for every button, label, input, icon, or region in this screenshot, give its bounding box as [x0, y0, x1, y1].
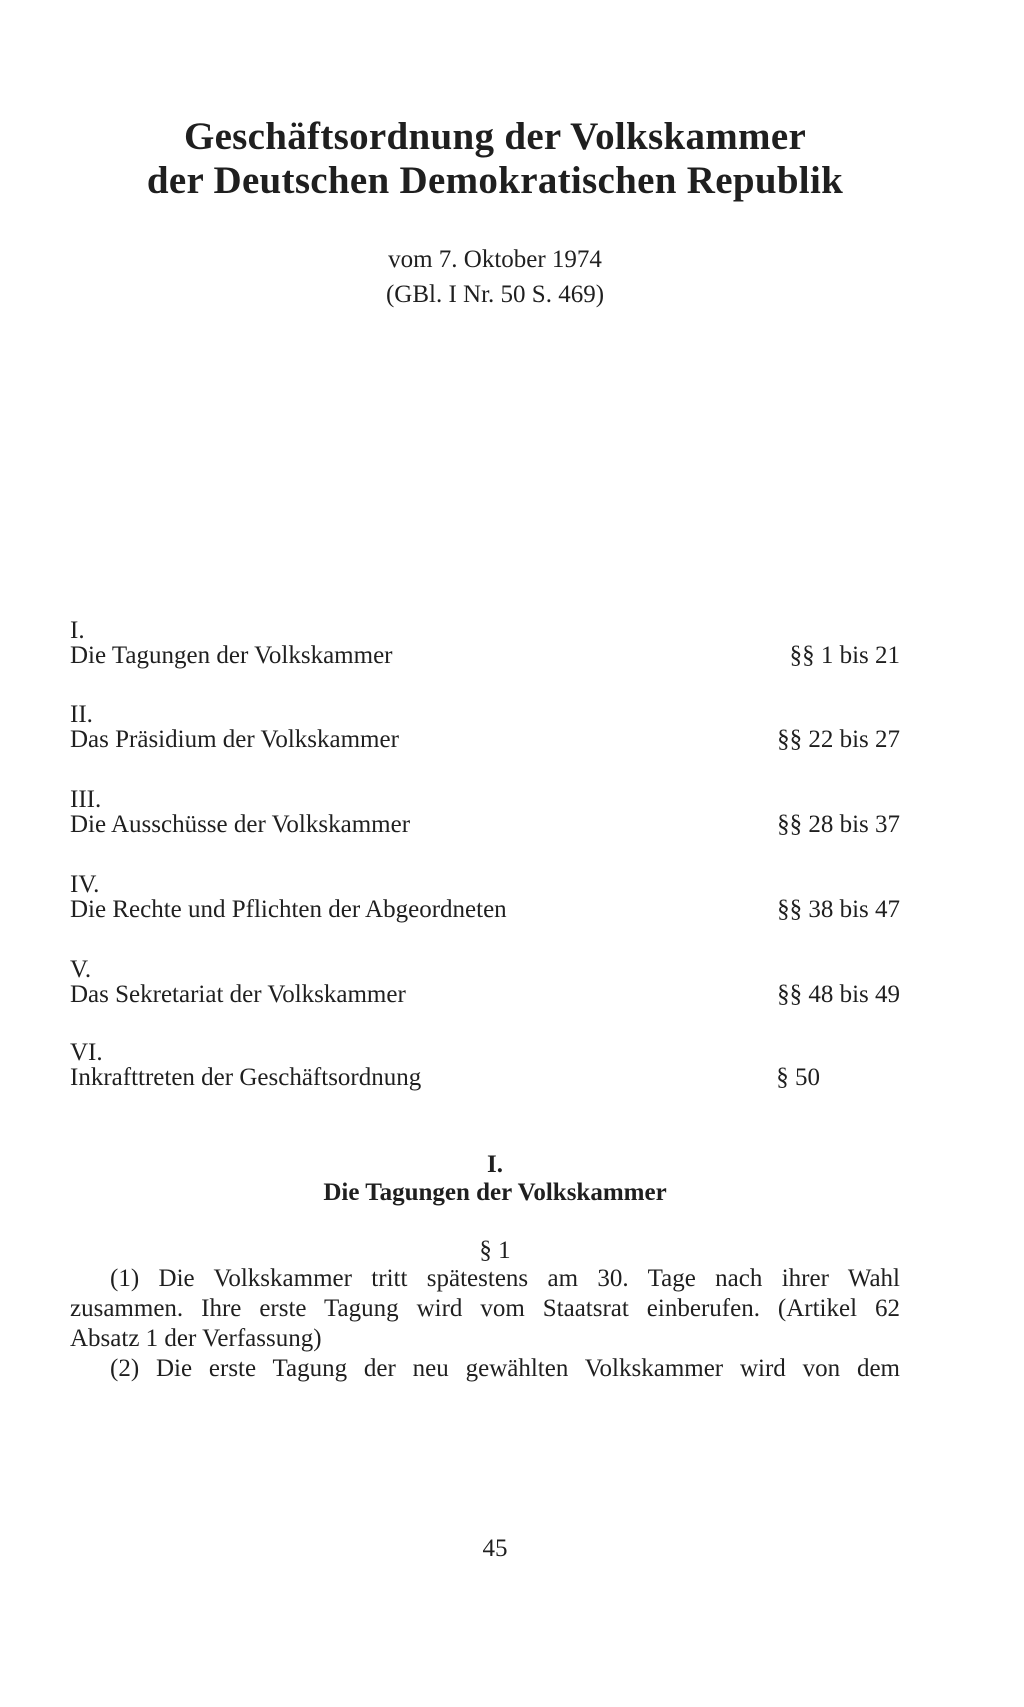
toc-range: §§ 22 bis 27 [777, 726, 900, 753]
toc-title: Das Präsidium der Volkskammer [70, 726, 399, 753]
toc-number: V. [70, 956, 92, 983]
toc-range: §§ 28 bis 37 [777, 811, 900, 838]
document-title-line-2: der Deutschen Demokratischen Republik [146, 159, 844, 202]
document-source: (GBl. I Nr. 50 S. 469) [385, 281, 605, 308]
toc-title: Die Rechte und Pflichten der Abgeordneten [70, 896, 507, 923]
toc-range: §§ 48 bis 49 [777, 981, 900, 1008]
section-number: I. [487, 1151, 503, 1178]
section-title: Die Tagungen der Volkskammer [323, 1179, 667, 1206]
document-title-line-1: Geschäftsordnung der Volkskammer [183, 115, 807, 158]
toc-number: I. [70, 617, 85, 644]
body-text-line: Absatz 1 der Verfassung) [70, 1325, 322, 1352]
toc-number: III. [70, 786, 102, 813]
body-text-line: (2) Die erste Tagung der neu gewählten Volkskammer wird von dem [110, 1355, 900, 1382]
toc-title: Die Ausschüsse der Volkskammer [70, 811, 411, 838]
toc-range: §§ 1 bis 21 [789, 642, 900, 669]
toc-number: IV. [70, 871, 100, 898]
toc-range: § 50 [776, 1064, 820, 1091]
toc-title: Die Tagungen der Volkskammer [70, 642, 393, 669]
toc-title: Inkrafttreten der Geschäftsordnung [70, 1064, 422, 1091]
paragraph-mark: § 1 [479, 1237, 511, 1264]
toc-range: §§ 38 bis 47 [777, 896, 900, 923]
toc-number: VI. [70, 1039, 103, 1066]
body-text-line: (1) Die Volkskammer tritt spätestens am 30. Tage nach ihrer Wahl [110, 1265, 900, 1292]
page-number: 45 [482, 1535, 508, 1562]
document-date: vom 7. Oktober 1974 [388, 246, 602, 273]
toc-title: Das Sekretariat der Volkskammer [70, 981, 406, 1008]
body-text-line: zusammen. Ihre erste Tagung wird vom Staatsrat einberufen. (Artikel 62 [70, 1295, 900, 1322]
toc-number: II. [70, 701, 93, 728]
